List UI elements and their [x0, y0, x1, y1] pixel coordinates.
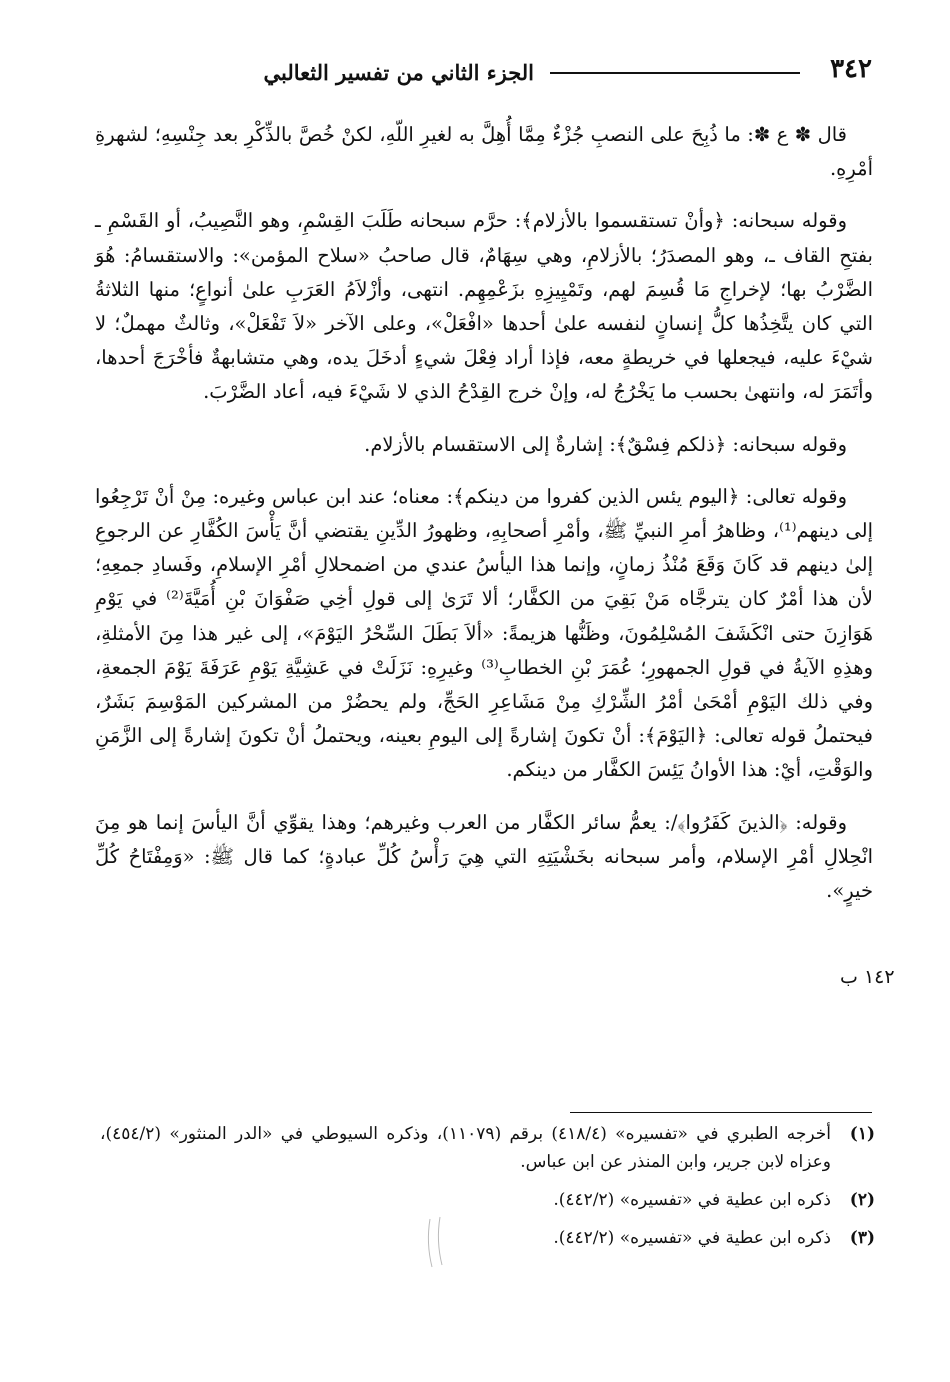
footnote-text: ذكره ابن عطية في «تفسيره» (٤٤٢/٢). — [553, 1228, 831, 1248]
header-divider — [550, 72, 800, 74]
paragraph: قال ✽ ع ✽: ما ذُبِحَ على النصبِ جُزْءٌ مِمَّا أُهِلَّ به لغيرِ اللّهِ، لكنْ خُصَّ بالذِّكْرِ بعد جِنْسِهِ؛ لشهرةِ أمْرِهِ. — [95, 123, 873, 181]
manuscript-folio-note: ١٤٢ ب — [840, 966, 895, 988]
footnote-text: ذكره ابن عطية في «تفسيره» (٤٤٢/٢). — [553, 1190, 831, 1210]
paragraph: وقوله سبحانه: ﴿وأنْ تستقسموا بالأزلام﴾: حرَّم سبحانه طَلَبَ القِسْمِ، وهو النَّصِيبُ، أو القَسْمِ ـ بفتحِ القاف ـ، وهو المصدَرُ؛ بالأزلامِ، وهي سِهَامٌ، قال صاحبُ «سلاح المؤمن»: والاستقسامُ: هُوَ الضَّرْبُ بها؛ لإخراجِ مَا قُسِمَ لهم، وتَمْيِيزِهِ بزَعْمِهِم. انتهى، وأزْلاَمُ العَرَبِ علىٰ أنواعٍ؛ منها الثلاثةُ التي كان يتَّخِذُها كلُّ إنسانٍ لنفسه علىٰ أحدها «افْعَلْ»، وعلى الآخر «لاَ تَفْعَلْ»، وثالثٌ مهملٌ؛ لا شيْءَ عليه، فيجعلها في خريطةٍ معه، فإذا أراد فِعْلَ شيءٍ أدخَلَ يده، وهي متشابهةٌ فأخْرَجَ أحدها، وأتَمَرَ له، وانتهىٰ بحسب ما يَخْرُجُ له، وإنْ خرج القِدْحُ الذي لا شَيْءَ فيه، أعاد الضَّرْبَ. — [95, 209, 873, 404]
page-number: ٣٤٢ — [830, 54, 872, 84]
running-title: الجزء الثاني من تفسير الثعالبي — [263, 60, 534, 85]
footnote-text: أخرجه الطبري في «تفسيره» (٤١٨/٤) برقم (١١٠٧٩)، وذكره السيوطي في «الدر المنثور» (٤٥٤/٢)، وعزاه لابن جرير، وابن المنذر عن ابن عباس. — [100, 1124, 831, 1172]
footnotes — [100, 1120, 875, 1262]
footnote-number: (٢) — [849, 1190, 875, 1210]
footnote — [100, 1224, 875, 1252]
paragraph: وقوله سبحانه: ﴿ذلكم فِسْقٌ﴾: إشارةٌ إلى الاستقسام بالأزلام. — [364, 432, 847, 456]
footnote — [100, 1186, 875, 1214]
footnote-number: (٣) — [849, 1228, 875, 1248]
footnote — [100, 1120, 875, 1176]
scan-mark — [424, 1215, 452, 1271]
page-header — [92, 54, 872, 98]
footnote-number: (١) — [849, 1124, 875, 1144]
footnote-divider — [570, 1112, 872, 1113]
paragraph: وقوله: ﴿الذينَ كَفَرُوا﴾/: يعمُّ سائر الكفَّار من العرب وغيرهم؛ وهذا يقوِّي أنَّ اليأسَ إنما هو مِنَ انْحِلالِ أمْرِ الإسلام، وأمر سبحانه بخَشْيَتِهِ التي هِيَ رَأْسُ كُلِّ عبادةٍ؛ كما قال ﷺ: «وَمِفْتَاحُ كُلِّ خيرٍ». — [95, 810, 873, 903]
main-text — [95, 118, 873, 908]
paragraph: وقوله تعالى: ﴿اليوم يئس الذين كفروا من دينكم﴾: معناه؛ عند ابن عباس وغيره: مِنْ أنْ تَرْجِعُوا إلى دينهم⁽¹⁾، وظاهرُ أمرِ النبيِّ ﷺ، وأمْرِ أصحابِهِ، وظهورُ الدِّينِ يقتضي أنَّ يَأْسَ الكُفَّارِ عن الرجوعِ إلىٰ دينهم قد كَانَ وَقَعَ مُنْذُ زمانٍ، وإنما هذا اليأسُ عندي من اضمحلالِ أمْرِ الإسلامِ، وفَسادِ جمعِهِ؛ لأن هذا أمْرٌ كان يترجَّاه مَنْ بَقِيَ من الكفَّار؛ ألا تَرَىٰ إلى قولِ أخِي صَفْوَانَ بْنِ أُمَيَّةَ⁽²⁾ في يَوْمِ هَوَازِنَ حتى انْكَشَفَ المُسْلِمُونَ، وظَنُّها هزيمةً: «ألاَ بَطَلَ السِّحْرُ اليَوْمَ»، إلى غير هذا مِنَ الأمثلةِ، وهذِهِ الآيةُ في قولِ الجمهورِ؛ عُمَرَ بْنِ الخطابِ⁽³⁾ وغيرِهِ: نَزَلَتْ في عَشِيَّةِ يَوْمِ عَرَفَةَ يَوْمَ الجمعةِ، وفي ذلك اليَوْمِ أمْحَىٰ أمْرُ الشِّرْكِ مِنْ مَشَاعِرِ الحَجِّ، ولم يحضُرْ من المشركين المَوْسِمَ بَشَرٌ، فيحتملُ قوله تعالى: ﴿اليَوْمَ﴾: أنْ تكونَ إشارةً إلى اليومِ بعينه، ويحتملُ أنْ تكونَ إشارةً إلى الزَّمَنِ والوَقْتِ، أيْ: هذا الأوانُ يَئِسَ الكفَّار من دينكم. — [95, 484, 873, 782]
